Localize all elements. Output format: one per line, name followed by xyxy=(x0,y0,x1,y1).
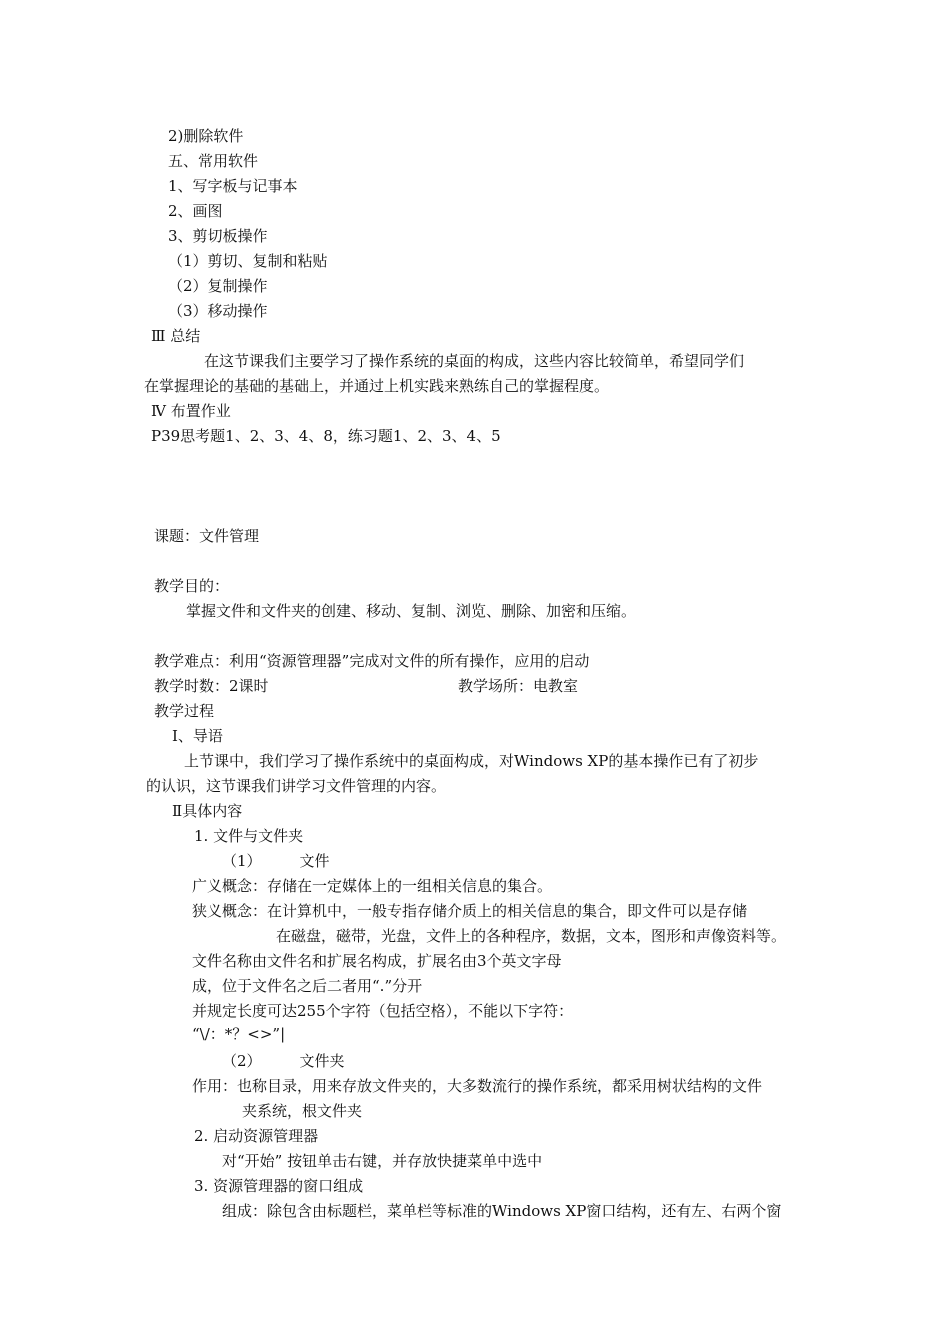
list-item: （3）移动操作 xyxy=(168,302,268,320)
intro-heading: Ⅰ、导语 xyxy=(172,727,223,745)
start-instruction: 对“开始” 按钮单击右键，并存放快捷菜单中选中 xyxy=(222,1152,543,1170)
topic-title: 课题：文件管理 xyxy=(154,527,260,545)
item-files-folders: 1. 文件与文件夹 xyxy=(194,827,304,845)
place-text: 教学场所：电教室 xyxy=(458,677,579,695)
sub-item-label: 文件 xyxy=(299,852,330,870)
sub-item-folder xyxy=(222,1051,345,1071)
list-item: （2）复制操作 xyxy=(168,277,268,295)
list-item: 2、画图 xyxy=(168,202,223,220)
sub-item-label: 文件夹 xyxy=(299,1052,345,1070)
summary-heading: Ⅲ 总结 xyxy=(151,327,201,345)
sub-item-file xyxy=(222,851,330,871)
filename-rule: 文件名称由文件名和扩展名构成，扩展名由3个英文字母 xyxy=(192,952,562,970)
list-item: 1、写字板与记事本 xyxy=(168,177,298,195)
sub-item-number: （1） xyxy=(222,852,262,870)
heading-common-software: 五、常用软件 xyxy=(168,152,259,170)
intro-paragraph: 的认识，这节课我们讲学习文件管理的内容。 xyxy=(146,777,447,795)
process-heading: 教学过程 xyxy=(154,702,215,720)
homework-heading: Ⅳ 布置作业 xyxy=(151,402,231,420)
list-item: 3、剪切板操作 xyxy=(168,227,268,245)
goal-text: 掌握文件和文件夹的创建、移动、复制、浏览、删除、加密和压缩。 xyxy=(186,602,637,620)
text-line: 2)删除软件 xyxy=(168,127,244,145)
intro-paragraph: 上节课中，我们学习了操作系统中的桌面构成，对Windows XP的基本操作已有了初步 xyxy=(184,752,759,770)
broad-concept: 广义概念：存储在一定媒体上的一组相关信息的集合。 xyxy=(192,877,553,895)
window-composition: 组成：除包含由标题栏，菜单栏等标准的Windows XP窗口结构，还有左、右两个窗 xyxy=(222,1202,782,1220)
item-explorer-window: 3. 资源管理器的窗口组成 xyxy=(194,1177,364,1195)
summary-paragraph: 在掌握理论的基础的基础上，并通过上机实践来熟练自己的掌握程度。 xyxy=(144,377,610,395)
content-heading: Ⅱ具体内容 xyxy=(172,802,243,820)
summary-paragraph: 在这节课我们主要学习了操作系统的桌面的构成，这些内容比较简单，希望同学们 xyxy=(204,352,745,370)
filename-rule: 并规定长度可达255个字符（包括空格），不能以下字符： xyxy=(192,1002,574,1020)
difficulty-text: 教学难点：利用“资源管理器”完成对文件的所有操作，应用的启动 xyxy=(154,652,590,670)
sub-item-number: （2） xyxy=(222,1052,262,1070)
folder-purpose: 作用：也称目录，用来存放文件夹的，大多数流行的操作系统，都采用树状结构的文件 xyxy=(192,1077,763,1095)
narrow-concept: 狭义概念：在计算机中，一般专指存储介质上的相关信息的集合，即文件可以是存储 xyxy=(192,902,748,920)
list-item: （1）剪切、复制和粘贴 xyxy=(168,252,328,270)
narrow-concept-cont: 在磁盘，磁带，光盘，文件上的各种程序，数据，文本，图形和声像资料等。 xyxy=(276,927,787,945)
hours-text: 教学时数：2课时 xyxy=(154,677,269,695)
forbidden-chars: “\/：*？<>”| xyxy=(192,1025,286,1043)
folder-purpose-cont: 夹系统，根文件夹 xyxy=(242,1102,363,1120)
homework-text: P39思考题1、2、3、4、8，练习题1、2、3、4、5 xyxy=(151,427,501,445)
item-start-explorer: 2. 启动资源管理器 xyxy=(194,1127,319,1145)
goal-label: 教学目的： xyxy=(154,577,230,595)
filename-rule: 成，位于文件名之后二者用“.”分开 xyxy=(192,977,423,995)
